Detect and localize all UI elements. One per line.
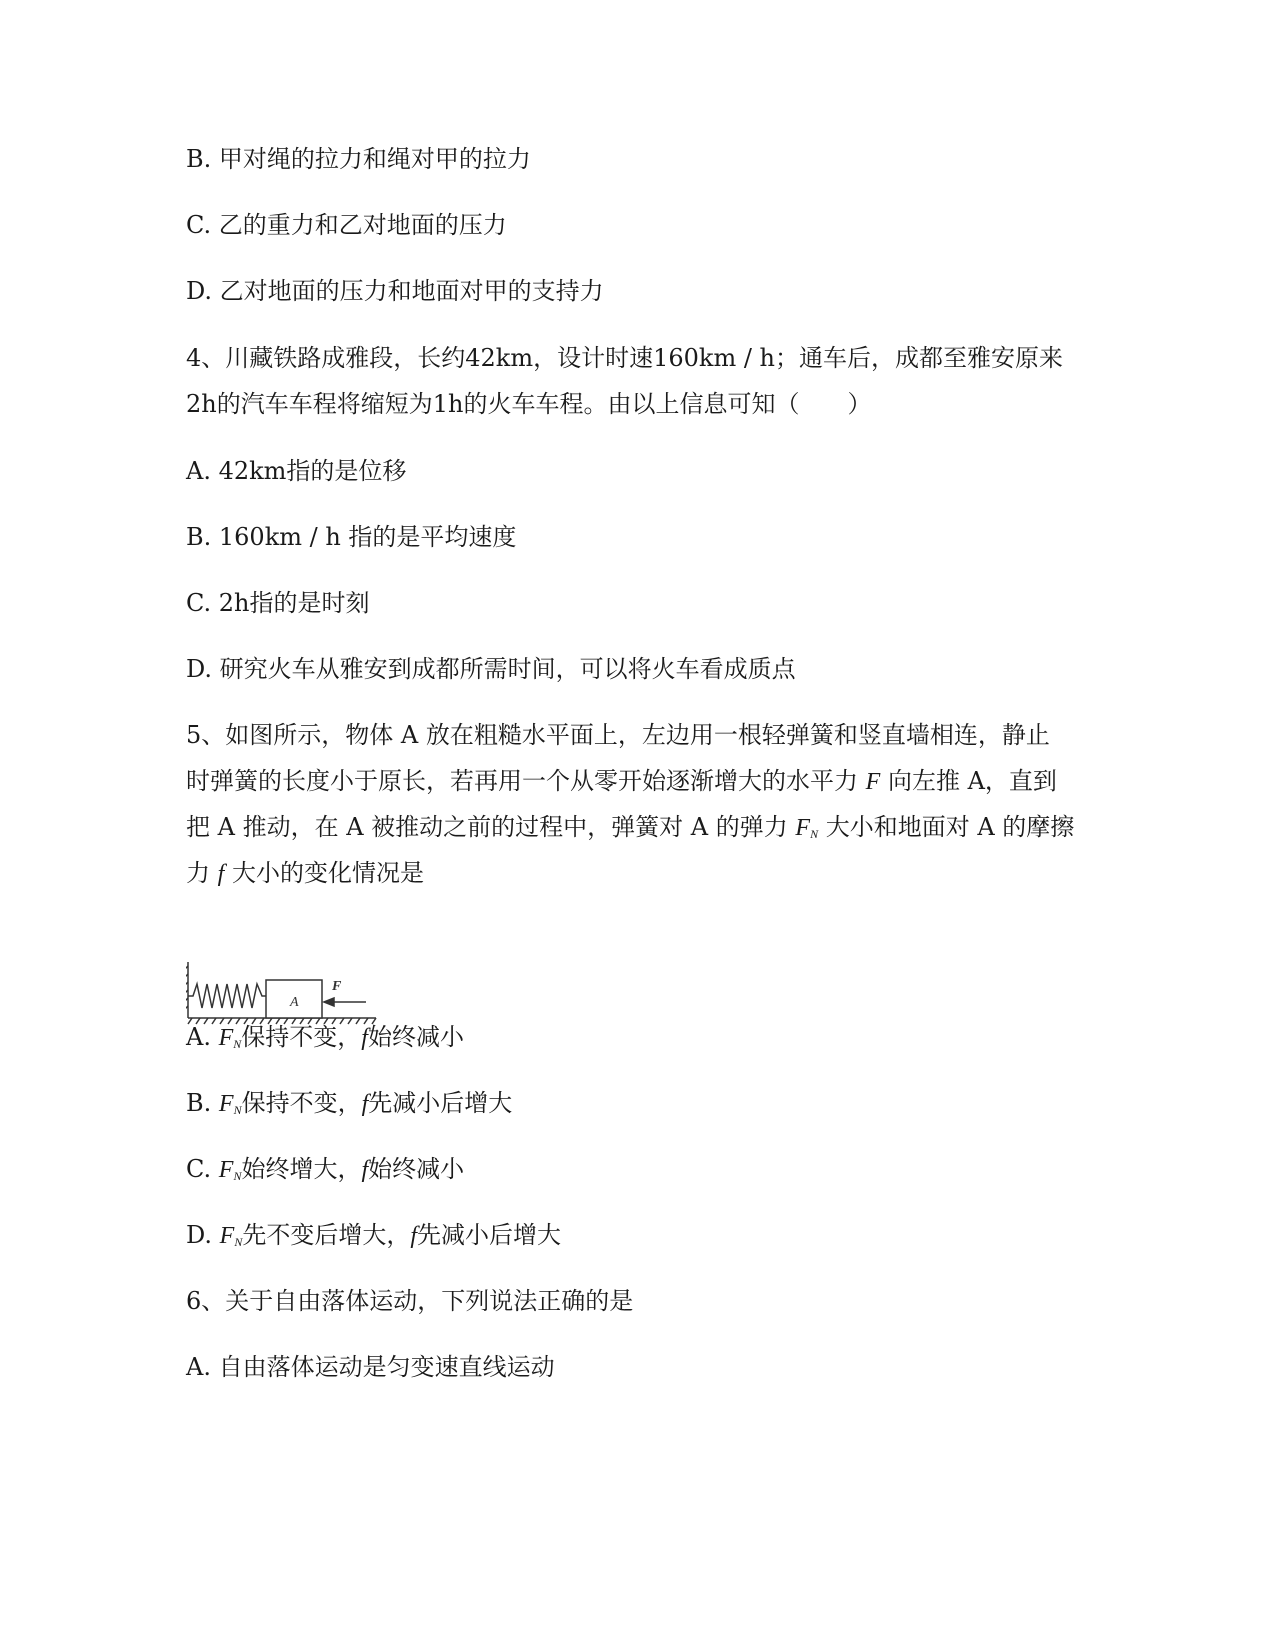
force-arrow-label: F xyxy=(332,979,342,994)
q3-option-c: C. 乙的重力和乙对地面的压力 xyxy=(186,211,507,239)
q5-stem-line4-text-a: 力 xyxy=(186,859,218,887)
q5-stem-line2 xyxy=(186,766,1057,797)
q5-stem-line4-text-b: 大小的变化情况是 xyxy=(224,859,424,887)
q5-option-d: D. $F_N$先不变后增大，f先减小后增大 xyxy=(186,1221,562,1249)
q5-stem-line1: 5、如图所示，物体 A 放在粗糙水平面上，左边用一根轻弹簧和竖直墙相连，静止 xyxy=(186,721,1050,749)
force-arrow xyxy=(324,998,366,1006)
q5-stem-line3-text-a: 把 A 推动，在 A 被推动之前的过程中，弹簧对 A 的弹力 xyxy=(186,813,796,841)
q5-stem-line2-text-b: 向左推 A，直到 xyxy=(880,767,1057,795)
spring-block-diagram xyxy=(186,962,386,1028)
q4-option-c: C. 2h指的是时刻 xyxy=(186,589,370,617)
friction-symbol: f xyxy=(361,1025,368,1051)
q5-option-a: A. $F_N$保持不变，f始终减小 xyxy=(186,1023,464,1051)
q3-option-b: B. 甲对绳的拉力和绳对甲的拉力 xyxy=(186,145,531,173)
q6-option-a: A. 自由落体运动是匀变速直线运动 xyxy=(186,1353,555,1381)
q5-stem-line3-text-b: 大小和地面对 A 的摩擦 xyxy=(818,813,1075,841)
q5-option-c: C. $F_N$始终增大，f始终减小 xyxy=(186,1155,465,1183)
spring-force-symbol: $F_N$ xyxy=(218,1025,242,1051)
q6-stem: 6、关于自由落体运动，下列说法正确的是 xyxy=(186,1287,634,1315)
friction-symbol: f xyxy=(217,861,225,887)
spring-force-symbol: $F_N$ xyxy=(219,1223,243,1249)
q5-stem-line2-text-a: 时弹簧的长度小于原长，若再用一个从零开始逐渐增大的水平力 xyxy=(186,767,866,795)
force-symbol-f: F xyxy=(865,769,881,795)
friction-symbol: f xyxy=(410,1223,418,1249)
q5-stem-line3 xyxy=(186,812,1074,849)
q4-stem-line1: 4、川藏铁路成雅段，长约42km，设计时速160km / h；通车后，成都至雅安原来 xyxy=(186,344,1064,372)
q5-option-b: B. $F_N$保持不变，f先减小后增大 xyxy=(186,1089,513,1117)
q3-option-d: D. 乙对地面的压力和地面对甲的支持力 xyxy=(186,277,604,305)
spring-force-symbol: $F_N$ xyxy=(218,1091,242,1117)
q4-option-b: B. 160km / h 指的是平均速度 xyxy=(186,523,517,551)
q5-stem-line4 xyxy=(186,858,424,889)
q4-option-d: D. 研究火车从雅安到成都所需时间，可以将火车看成质点 xyxy=(186,655,796,683)
friction-symbol: f xyxy=(361,1157,369,1183)
spring xyxy=(188,984,266,1008)
friction-symbol: f xyxy=(361,1091,369,1117)
block-a-label: A xyxy=(290,995,299,1010)
wall xyxy=(186,962,188,1018)
q4-stem-line2: 2h的汽车车程将缩短为1h的火车车程。由以上信息可知（ ） xyxy=(186,390,872,418)
spring-force-symbol: $F_N$ xyxy=(795,815,819,841)
q4-option-a: A. 42km指的是位移 xyxy=(186,457,407,485)
spring-force-symbol: $F_N$ xyxy=(218,1157,242,1183)
